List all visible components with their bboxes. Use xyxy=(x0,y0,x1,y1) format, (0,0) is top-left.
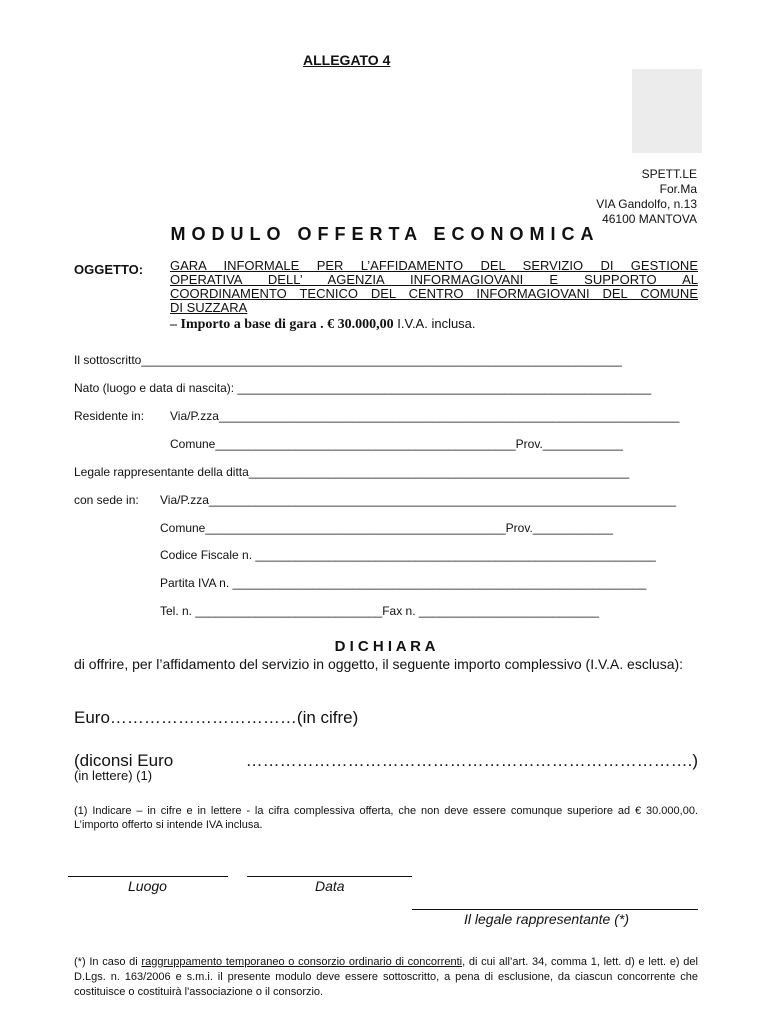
subject-text xyxy=(170,259,698,332)
signature-line[interactable] xyxy=(412,909,698,910)
recipient-address xyxy=(596,167,697,227)
dichiara-title: D I C H I A R A xyxy=(334,638,436,655)
field-codice-fiscale[interactable]: Codice Fiscale n. ____________________________________________________________ xyxy=(160,548,656,562)
recipient-line: SPETT.LE xyxy=(641,167,697,181)
euro-cifre-text: Euro……………………………(in cifre) xyxy=(74,708,359,727)
field-residente-comune[interactable]: Comune_____________________________________________Prov.____________ xyxy=(170,437,623,451)
euro-lettere-label: (diconsi Euro xyxy=(74,751,174,770)
form-title: MODULO OFFERTA ECONOMICA xyxy=(170,224,600,244)
footnote-underlined: raggruppamento temporaneo o consorzio ordinario di concorrenti xyxy=(141,956,463,968)
field-residente-via[interactable]: Via/P.zza_____________________________________________________________________ xyxy=(170,409,680,423)
field-sede-comune[interactable]: Comune_____________________________________________Prov.____________ xyxy=(160,521,613,535)
field-sede-label: con sede in: xyxy=(74,493,139,507)
recipient-line: 46100 MANTOVA xyxy=(602,212,697,226)
field-residente-label: Residente in: xyxy=(74,409,145,423)
field-tel-fax[interactable]: Tel. n. ____________________________Fax n. ___________________________ xyxy=(160,604,600,618)
field-partita-iva[interactable]: Partita IVA n. ______________________________________________________________ xyxy=(160,576,647,590)
subject-line: DI SUZZARA xyxy=(170,300,248,315)
importo-base: – Importo a base di gara . € 30.000,00 xyxy=(170,317,394,332)
dichiara-text: di offrire, per l’affidamento del servizio in oggetto, il seguente importo complessivo (I.V.A. esclusa): xyxy=(74,656,684,672)
footnote-pre: (*) In caso di xyxy=(74,956,142,968)
signature-label: Il legale rappresentante (*) xyxy=(464,911,629,927)
euro-cifre[interactable] xyxy=(74,708,358,728)
in-lettere-label: (in lettere) (1) xyxy=(74,768,153,783)
recipient-line: For.Ma xyxy=(659,182,697,196)
subject-line: OPERATIVA DELL’ AGENZIA INFORMAGIOVANI E SUPPORTO AL xyxy=(170,272,698,287)
field-sede-via[interactable]: Via/P.zza______________________________________________________________________ xyxy=(160,493,677,507)
field-nato[interactable]: Nato (luogo e data di nascita): ______________________________________________________________ xyxy=(74,381,652,395)
luogo-label: Luogo xyxy=(128,878,167,894)
euro-lettere-field[interactable]: …………………………………………………………………….) xyxy=(245,751,698,770)
field-sottoscritto[interactable]: Il sottoscritto________________________________________________________________________ xyxy=(74,353,622,367)
revenue-stamp-box xyxy=(632,69,702,153)
field-legale-rappresentante[interactable]: Legale rappresentante della ditta_________________________________________________________ xyxy=(74,465,630,479)
subject-line: GARA INFORMALE PER L’AFFIDAMENTO DEL SERVIZIO DI GESTIONE xyxy=(170,258,698,273)
data-line[interactable] xyxy=(247,876,412,877)
importo-iva: I.V.A. inclusa. xyxy=(393,316,476,331)
luogo-line[interactable] xyxy=(68,876,228,877)
footnote xyxy=(74,955,698,1000)
subject-label: OGGETTO: xyxy=(74,262,144,277)
allegato-heading: ALLEGATO 4 xyxy=(303,52,391,68)
recipient-line: VIA Gandolfo, n.13 xyxy=(596,197,697,211)
subject-importo xyxy=(170,317,698,332)
footnote-post: , di cui all’art. 34, comma 1, lett. d) e lett. e) del D.Lgs. n. 163/2006 e s.m.i. il presente modulo deve essere sottoscritto, a pena di esclusione, da ciascun concorrente che costituisce o costituirà l'associazione o il consorzio. xyxy=(74,956,698,998)
data-label: Data xyxy=(315,878,345,894)
note-1: (1) Indicare – in cifre e in lettere - la cifra complessiva offerta, che non deve essere comunque superiore ad € 30.000,00. L’importo offerto si intende IVA inclusa. xyxy=(74,805,698,831)
subject-line: COORDINAMENTO TECNICO DEL CENTRO INFORMAGIOVANI DEL COMUNE xyxy=(170,286,698,301)
